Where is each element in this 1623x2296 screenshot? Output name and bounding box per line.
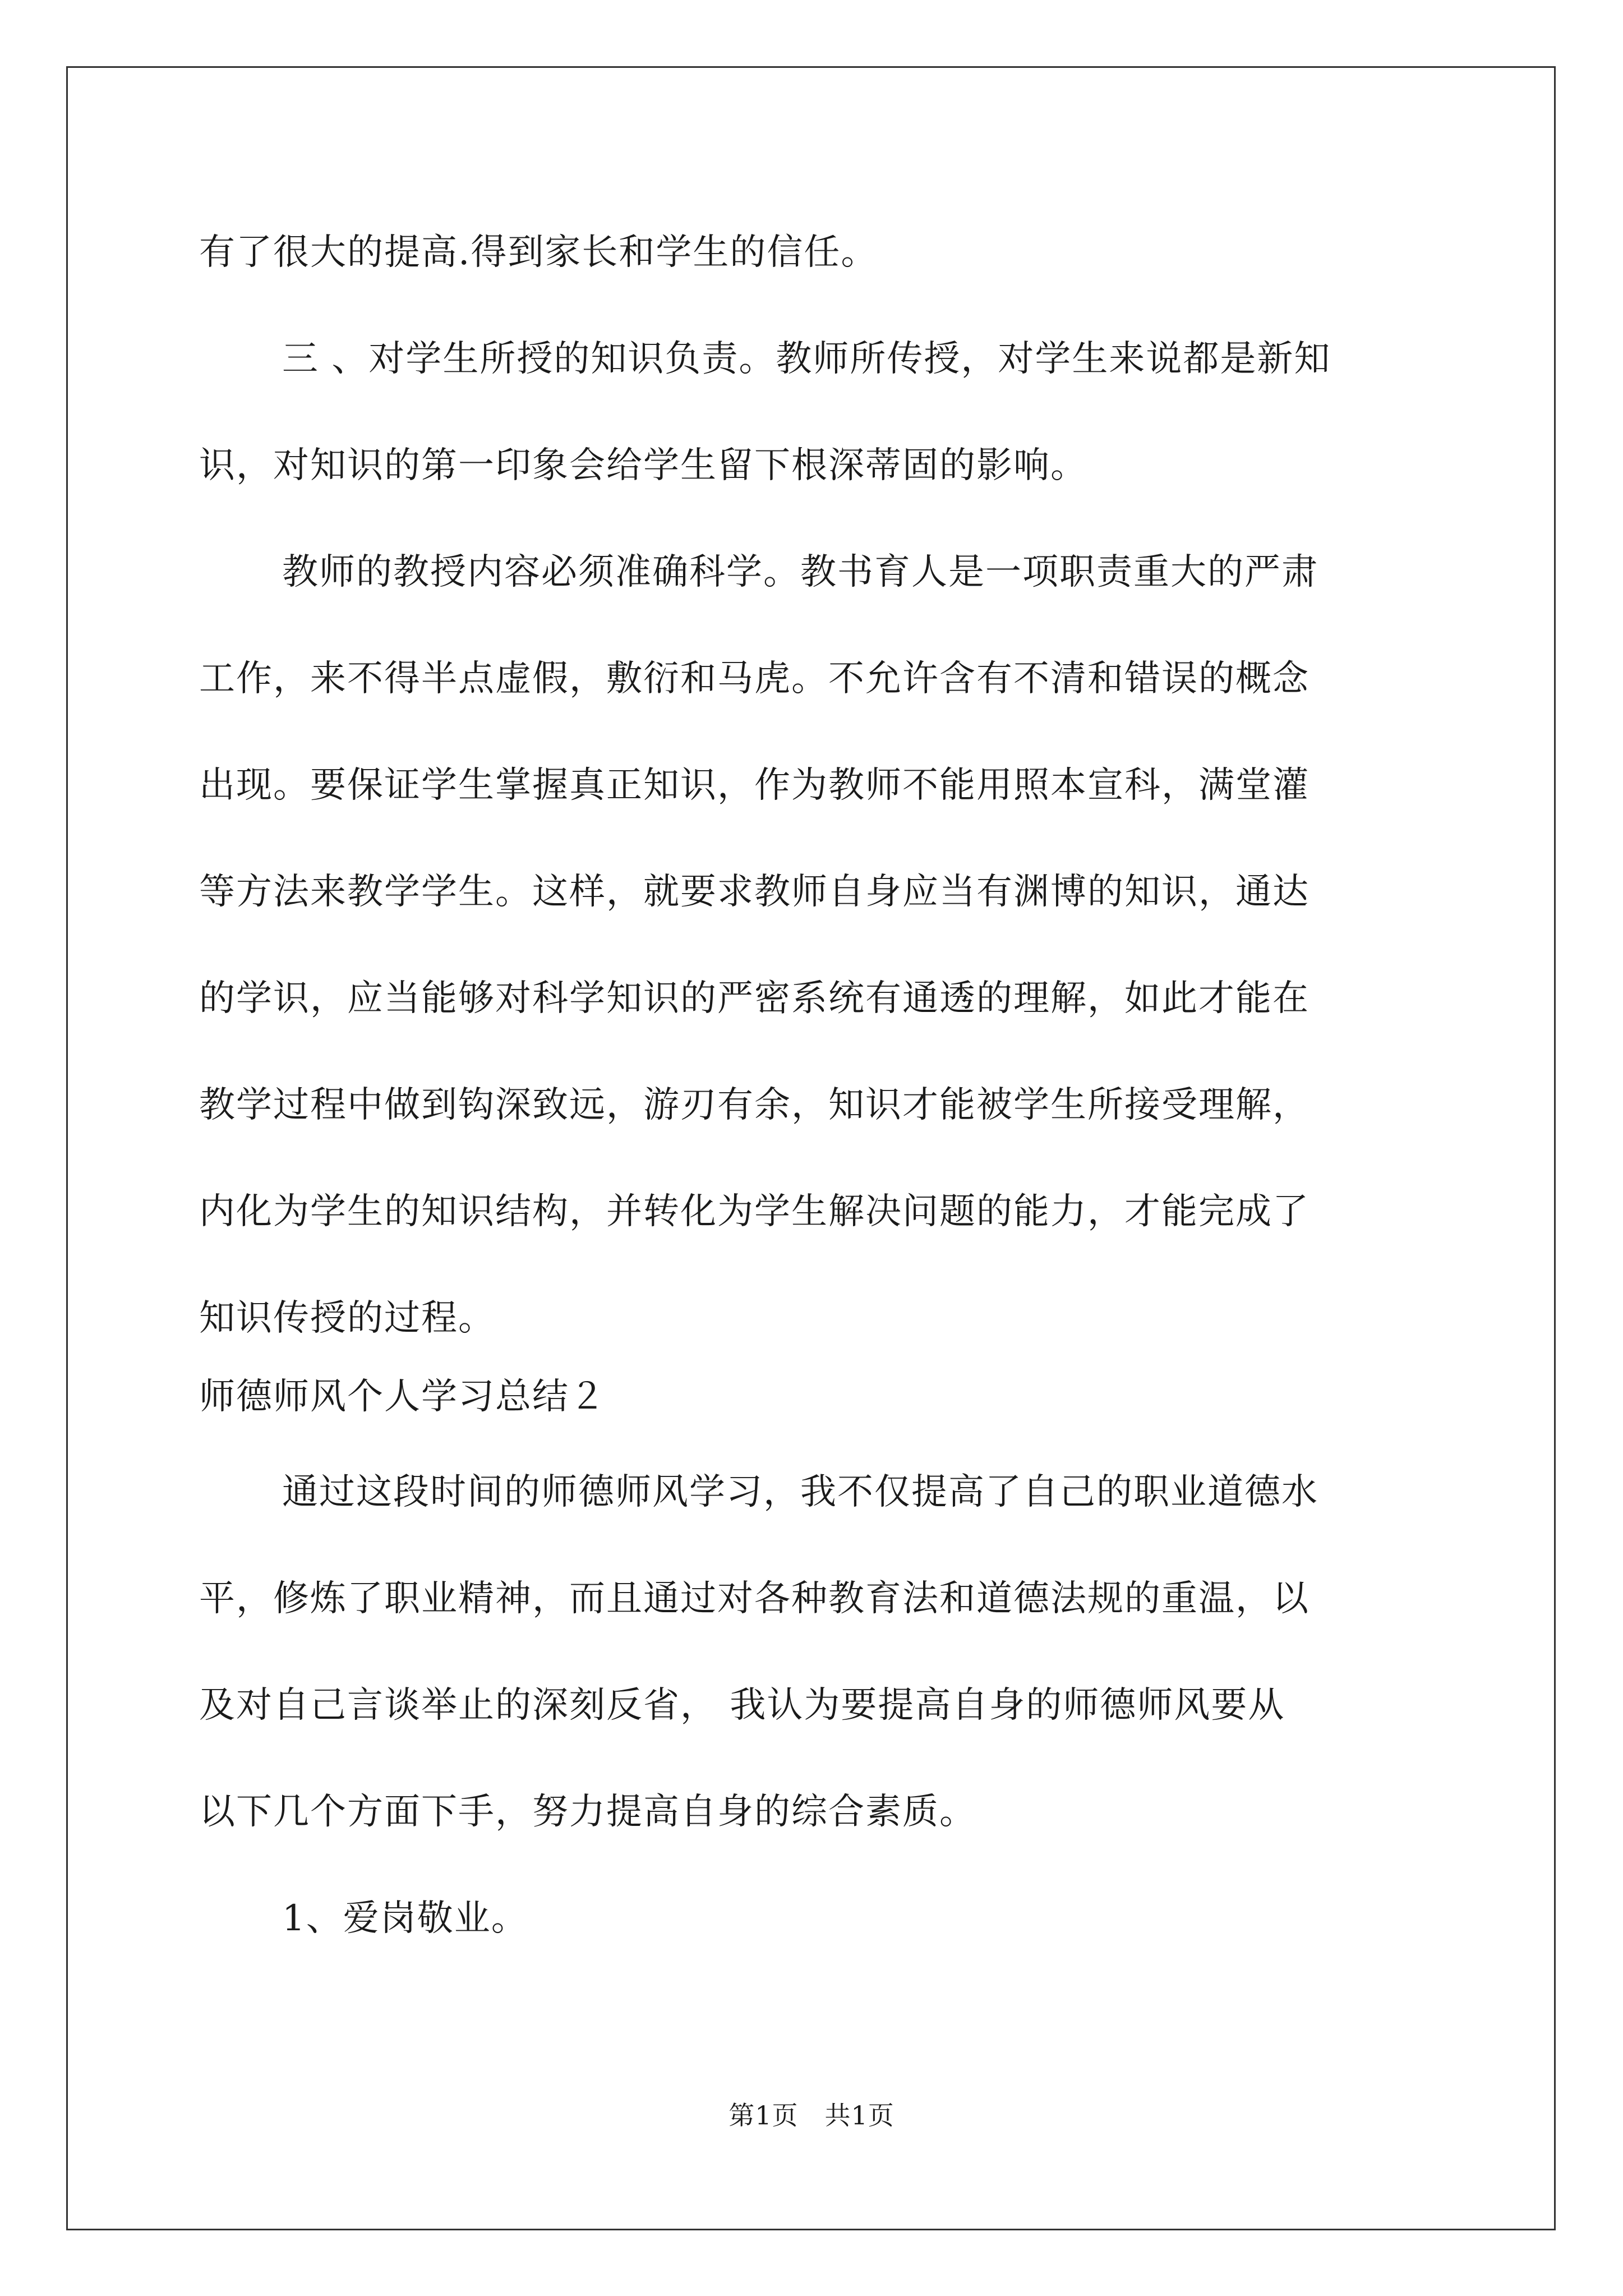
- text-line: 的学识，应当能够对科学知识的严密系统有通透的理解，如此才能在: [199, 978, 1310, 1019]
- text-line: 有了很大的提高.得到家长和学生的信任。: [199, 232, 878, 273]
- text-line: 知识传授的过程。: [199, 1297, 495, 1339]
- text-line: 工作，来不得半点虚假，敷衍和马虎。不允许含有不清和错误的概念: [199, 658, 1310, 700]
- body-text-part-2: [199, 1439, 1433, 1972]
- text-line: 等方法来教学学生。这样，就要求教师自身应当有渊博的知识，通达: [199, 871, 1310, 913]
- text-line: 平，修炼了职业精神，而且通过对各种教育法和道德法规的重温，以: [199, 1578, 1310, 1619]
- text-line: 内化为学生的知识结构，并转化为学生解决问题的能力，才能完成了: [199, 1191, 1310, 1232]
- text-line: 三 、对学生所授的知识负责。教师所传授，对学生来说都是新知: [282, 338, 1331, 380]
- text-line: 通过这段时间的师德师风学习，我不仅提高了自己的职业道德水: [282, 1471, 1318, 1513]
- text-line: 出现。要保证学生掌握真正知识，作为教师不能用照本宣科，满堂灌: [199, 765, 1310, 806]
- text-line: 识，对知识的第一印象会给学生留下根深蒂固的影响。: [199, 445, 1087, 486]
- text-line: 1、爱岗敬业。: [282, 1898, 528, 1939]
- text-line: 及对自己言谈举止的深刻反省， 我认为要提高自身的师德师风要从: [199, 1685, 1285, 1726]
- text-line: 教师的教授内容必须准确科学。教书育人是一项职责重大的严肃: [282, 551, 1318, 593]
- section-title: 师德师风个人学习总结２: [199, 1376, 606, 1418]
- text-line: 以下几个方面下手，努力提高自身的综合素质。: [199, 1791, 976, 1833]
- page-number: 第1页 共1页: [728, 2100, 895, 2131]
- body-text-part-1: [199, 199, 1433, 1372]
- text-line: 教学过程中做到钩深致远，游刃有余，知识才能被学生所接受理解，: [199, 1084, 1310, 1126]
